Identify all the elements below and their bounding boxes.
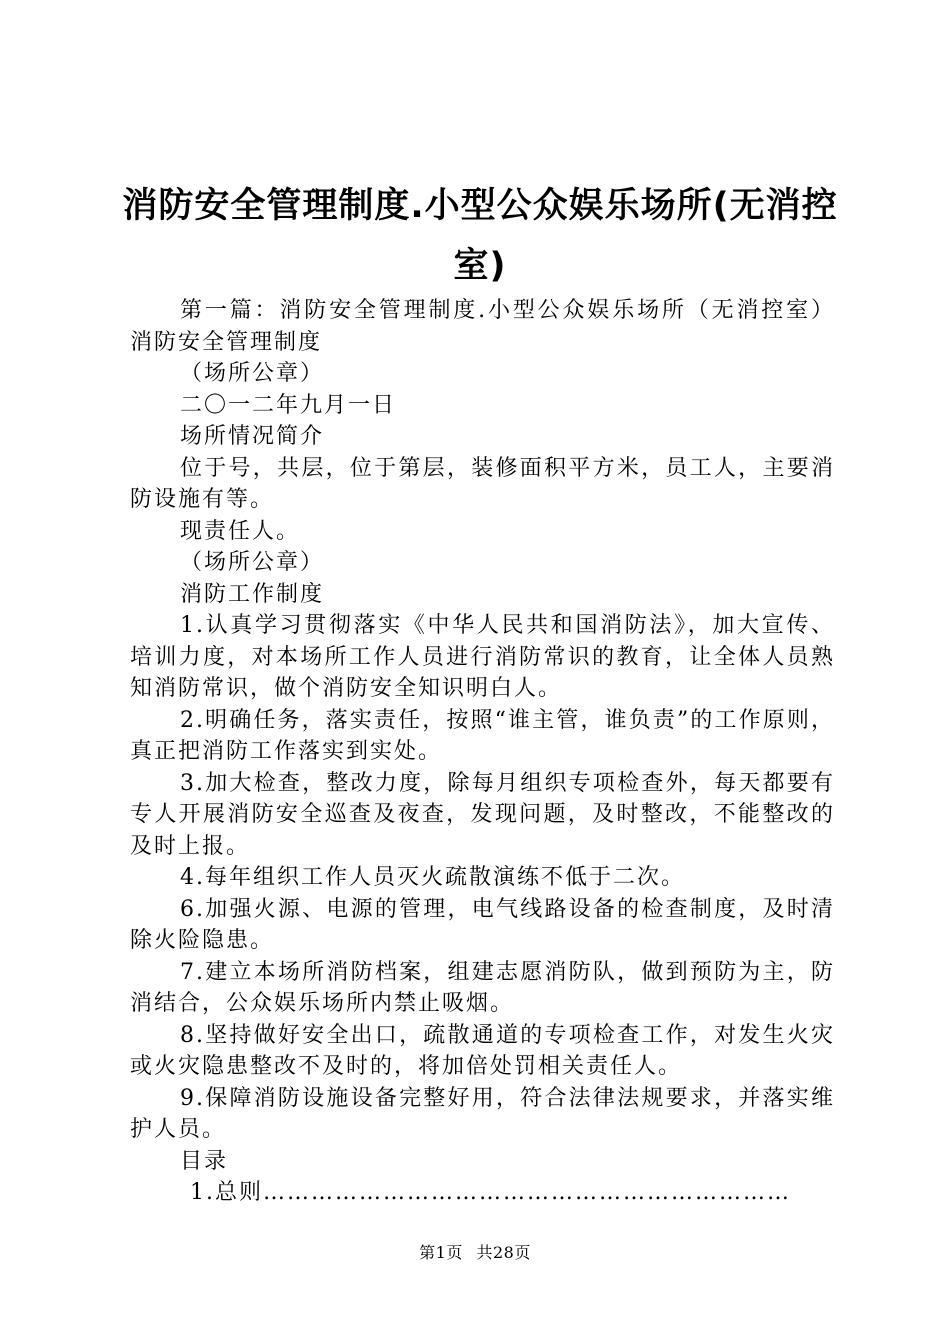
rule-item-7: 7.建立本场所消防档案，组建志愿消防队，做到预防为主，防消结合，公众娱乐场所内禁止吸烟。 bbox=[130, 959, 835, 1016]
paragraph-seal-2: （场所公章） bbox=[180, 550, 325, 575]
section-heading-overview: 场所情况简介 bbox=[180, 424, 325, 449]
rule-item-6: 6.加强火源、电源的管理，电气线路设备的检查制度，及时清除火险隐患。 bbox=[130, 896, 835, 953]
paragraph-overview: 位于号，共层，位于第层，装修面积平方米，员工人，主要消防设施有等。 bbox=[130, 455, 835, 512]
toc-entry: 1.总则………………………………………………………… bbox=[190, 1180, 791, 1205]
page-footer bbox=[0, 1242, 950, 1264]
rule-item-3: 3.加大检查，整改力度，除每月组织专项检查外，每天都要有专人开展消防安全巡查及夜查，发现问题，及时整改，不能整改的及时上报。 bbox=[130, 770, 835, 859]
rule-item-4: 4.每年组织工作人员灭火疏散演练不低于二次。 bbox=[180, 865, 685, 890]
paragraph-responsible: 现责任人。 bbox=[180, 518, 301, 544]
section-heading-toc: 目录 bbox=[180, 1148, 229, 1174]
document-title: 消防安全管理制度.小型公众娱乐场所(无消控室) bbox=[122, 186, 838, 286]
rule-item-9: 9.保障消防设施设备完整好用，符合法律法规要求，并落实维护人员。 bbox=[130, 1085, 835, 1142]
section-heading-rules: 消防工作制度 bbox=[180, 581, 325, 607]
rule-item-2: 2.明确任务，落实责任，按照“谁主管，谁负责”的工作原则，真正把消防工作落实到实处。 bbox=[130, 707, 835, 764]
paragraph-seal: （场所公章） bbox=[180, 361, 325, 386]
paragraph-intro: 第一篇：消防安全管理制度.小型公众娱乐场所（无消控室）消防安全管理制度 bbox=[130, 298, 835, 355]
document-body bbox=[130, 295, 835, 1209]
page-number: 第1页 bbox=[419, 1243, 463, 1262]
page-total: 共28页 bbox=[476, 1243, 531, 1262]
rule-item-1: 1.认真学习贯彻落实《中华人民共和国消防法》，加大宣传、培训力度，对本场所工作人员进行消防常识的教育，让全体人员熟知消防常识，做个消防安全知识明白人。 bbox=[130, 613, 835, 701]
rule-item-8: 8.坚持做好安全出口，疏散通道的专项检查工作，对发生火灾或火灾隐患整改不及时的，将加倍处罚相关责任人。 bbox=[130, 1022, 835, 1079]
paragraph-date: 二〇一二年九月一日 bbox=[180, 392, 397, 418]
